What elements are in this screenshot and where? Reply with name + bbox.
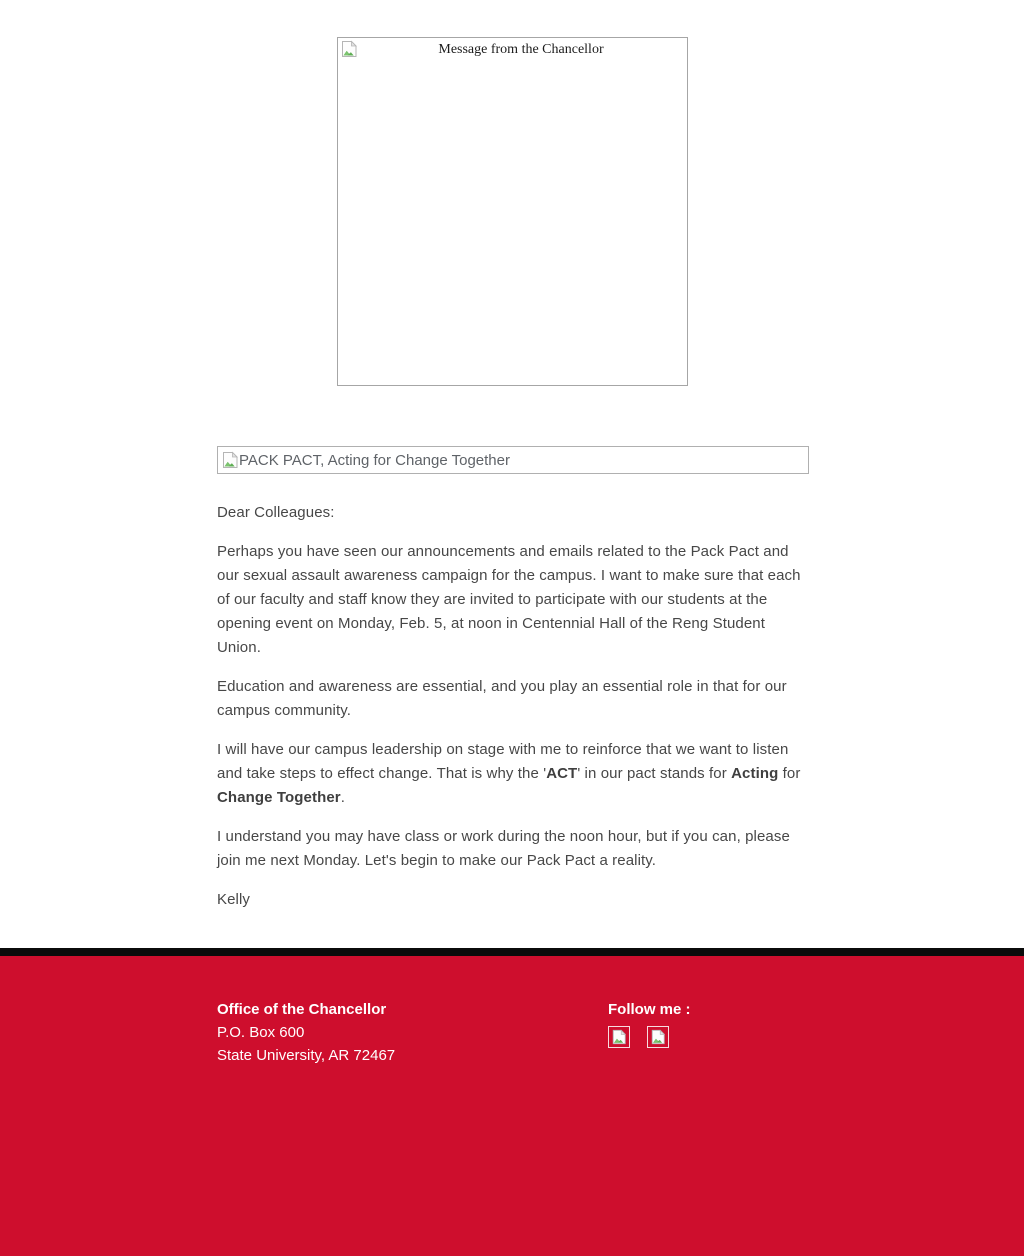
broken-image-icon: [611, 1029, 627, 1045]
social-link-1[interactable]: [608, 1026, 630, 1048]
paragraph-3: [217, 738, 807, 810]
paragraph-3-text: ' in our pact stands for: [577, 765, 732, 782]
header-image-alt-text: Message from the Chancellor: [438, 42, 604, 57]
paragraph-1: Perhaps you have seen our announcements and emails related to the Pack Pact and our sexual assault awareness campaign for the campus. I want to make sure that each of our faculty and staff know they are invited to participate with our students at the opening event on Monday, Feb. 5, at noon in Centennial Hall of the Reng Student Union.: [217, 543, 801, 656]
bold-act: ACT: [546, 765, 578, 782]
salutation: Dear Colleagues:: [217, 504, 335, 521]
social-link-2[interactable]: [647, 1026, 669, 1048]
footer-divider-bar: [0, 948, 1024, 956]
bold-acting: Acting: [731, 765, 779, 782]
email-body: [217, 446, 807, 912]
follow-me-label: Follow me :: [608, 1001, 691, 1018]
broken-image-icon: [340, 40, 358, 58]
footer-follow-block: [608, 998, 807, 1067]
banner-image-alt-text: PACK PACT, Acting for Change Together: [239, 451, 510, 469]
footer-address-line1: P.O. Box 600: [217, 1024, 305, 1041]
paragraph-3-text: I will have our campus leadership on stage with me to reinforce that we want to listen and take steps to effect change. That is why the ': [217, 741, 789, 782]
paragraph-4: I understand you may have class or work during the noon hour, but if you can, please join me next Monday. Let's begin to make our Pack Pact a reality.: [217, 828, 790, 869]
paragraph-3-text: for: [778, 765, 801, 782]
footer-address-line2: State University, AR 72467: [217, 1047, 396, 1064]
bold-change-together: Change Together: [217, 789, 341, 806]
broken-image-icon: [221, 451, 239, 469]
broken-image-icon: [650, 1029, 666, 1045]
footer-address-block: [217, 998, 608, 1067]
footer-office-title: Office of the Chancellor: [217, 1001, 387, 1018]
banner-image-broken: [217, 446, 809, 474]
header-image-broken: [337, 37, 688, 386]
signature: Kelly: [217, 891, 251, 908]
paragraph-3-text: .: [340, 789, 346, 806]
paragraph-2: Education and awareness are essential, and you play an essential role in that for our campus community.: [217, 678, 787, 719]
footer: [0, 956, 1024, 1256]
